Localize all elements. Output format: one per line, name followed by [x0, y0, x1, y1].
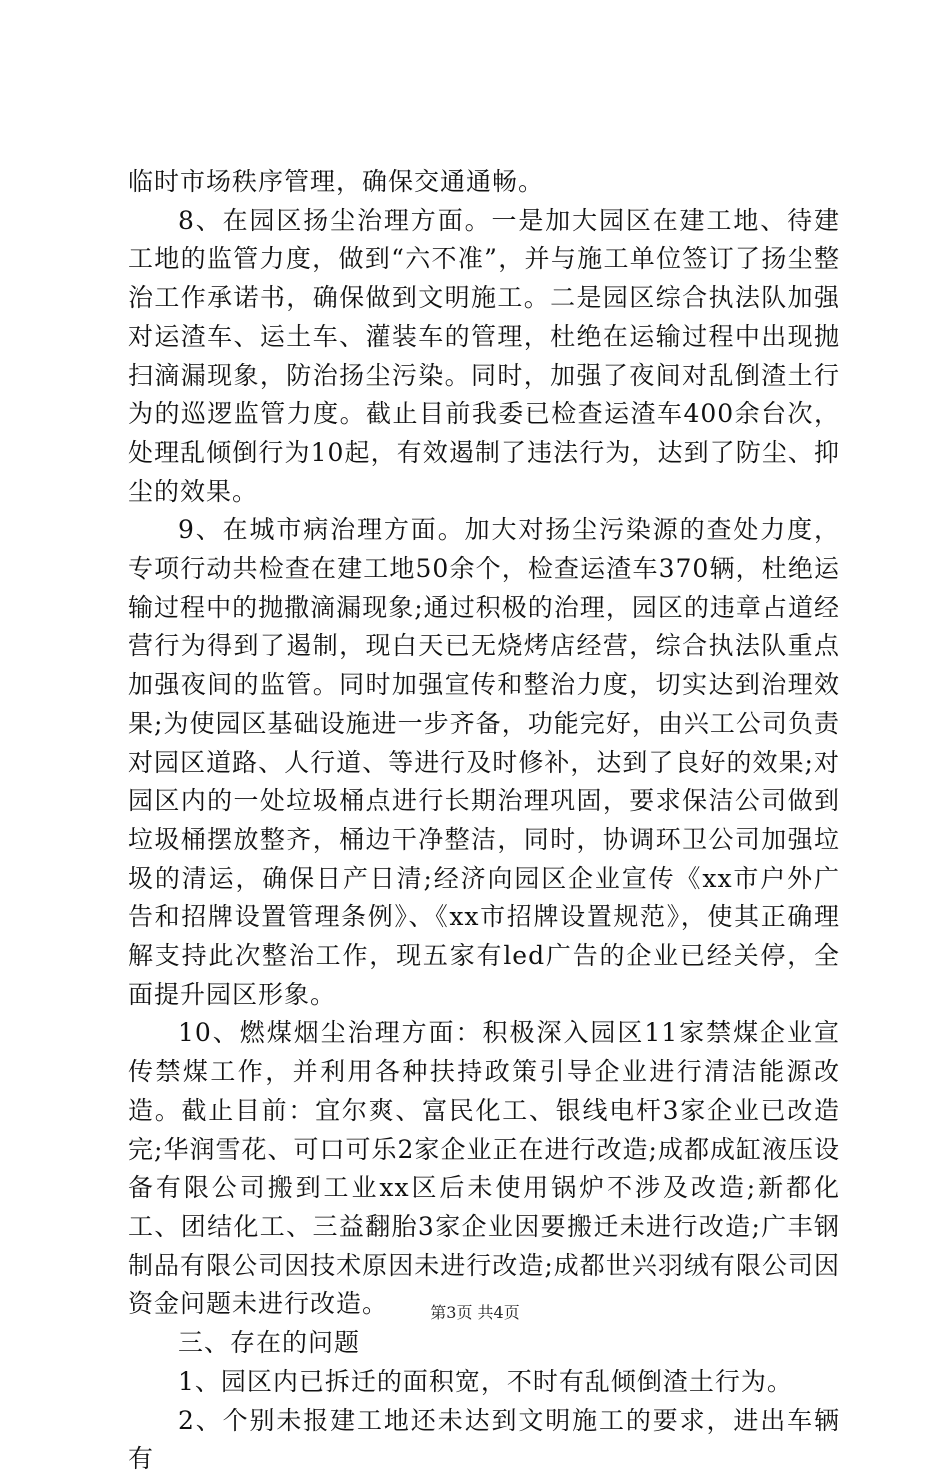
paragraph-market-order: 临时市场秩序管理，确保交通通畅。: [128, 167, 545, 196]
document-body: [128, 163, 840, 1479]
paragraph-urban-disease: 9、在城市病治理方面。加大对扬尘污染源的查处力度，专项行动共检查在建工地50余个，检查运渣车370辆，杜绝运输过程中的抛撒滴漏现象;通过积极的治理，园区的违章占道经营行为得到了遏制，现白天已无烧烤店经营，综合执法队重点加强夜间的监管。同时加强宣传和整治力度，切实达到治理效果;为使园区基础设施进一步齐备，功能完好，由兴工公司负责对园区道路、人行道、等进行及时修补，达到了良好的效果;对园区内的一处垃圾桶点进行长期治理巩固，要求保洁公司做到垃圾桶摆放整齐，桶边干净整洁，同时，协调环卫公司加强垃圾的清运，确保日产日清;经济向园区企业宣传《xx市户外广告和招牌设置管理条例》、《xx市招牌设置规范》，使其正确理解支持此次整治工作，现五家有led广告的企业已经关停，全面提升园区形象。: [128, 515, 840, 1009]
problem-item-2: 2、个别未报建工地还未达到文明施工的要求，进出车辆有: [128, 1405, 840, 1474]
page-footer: 第3页 共4页: [430, 1303, 520, 1322]
paragraph-dust-control: 8、在园区扬尘治理方面。一是加大园区在建工地、待建工地的监管力度，做到“六不准”，并与施工单位签订了扬尘整治工作承诺书，确保做到文明施工。二是园区综合执法队加强对运渣车、运土车、灌装车的管理，杜绝在运输过程中出现抛扫滴漏现象，防治扬尘污染。同时，加强了夜间对乱倒渣土行为的巡逻监管力度。截止目前我委已检查运渣车400余台次，处理乱倾倒行为10起，有效遏制了违法行为，达到了防尘、抑尘的效果。: [128, 205, 840, 506]
problem-item-1: 1、园区内已拆迁的面积宽，不时有乱倾倒渣土行为。: [178, 1366, 793, 1396]
section-heading-problems: 三、存在的问题: [178, 1328, 361, 1358]
paragraph-coal-smoke: 10、燃煤烟尘治理方面：积极深入园区11家禁煤企业宣传禁煤工作，并利用各种扶持政策引导企业进行清洁能源改造。截止目前：宜尔爽、富民化工、银线电杆3家企业已改造完;华润雪花、可口可乐2家企业正在进行改造;成都成缸液压设备有限公司搬到工业xx区后未使用锅炉不涉及改造;新都化工、团结化工、三益翻胎3家企业因要搬迁未进行改造;广丰钢制品有限公司因技术原因未进行改造;成都世兴羽绒有限公司因资金问题未进行改造。: [128, 1018, 840, 1319]
